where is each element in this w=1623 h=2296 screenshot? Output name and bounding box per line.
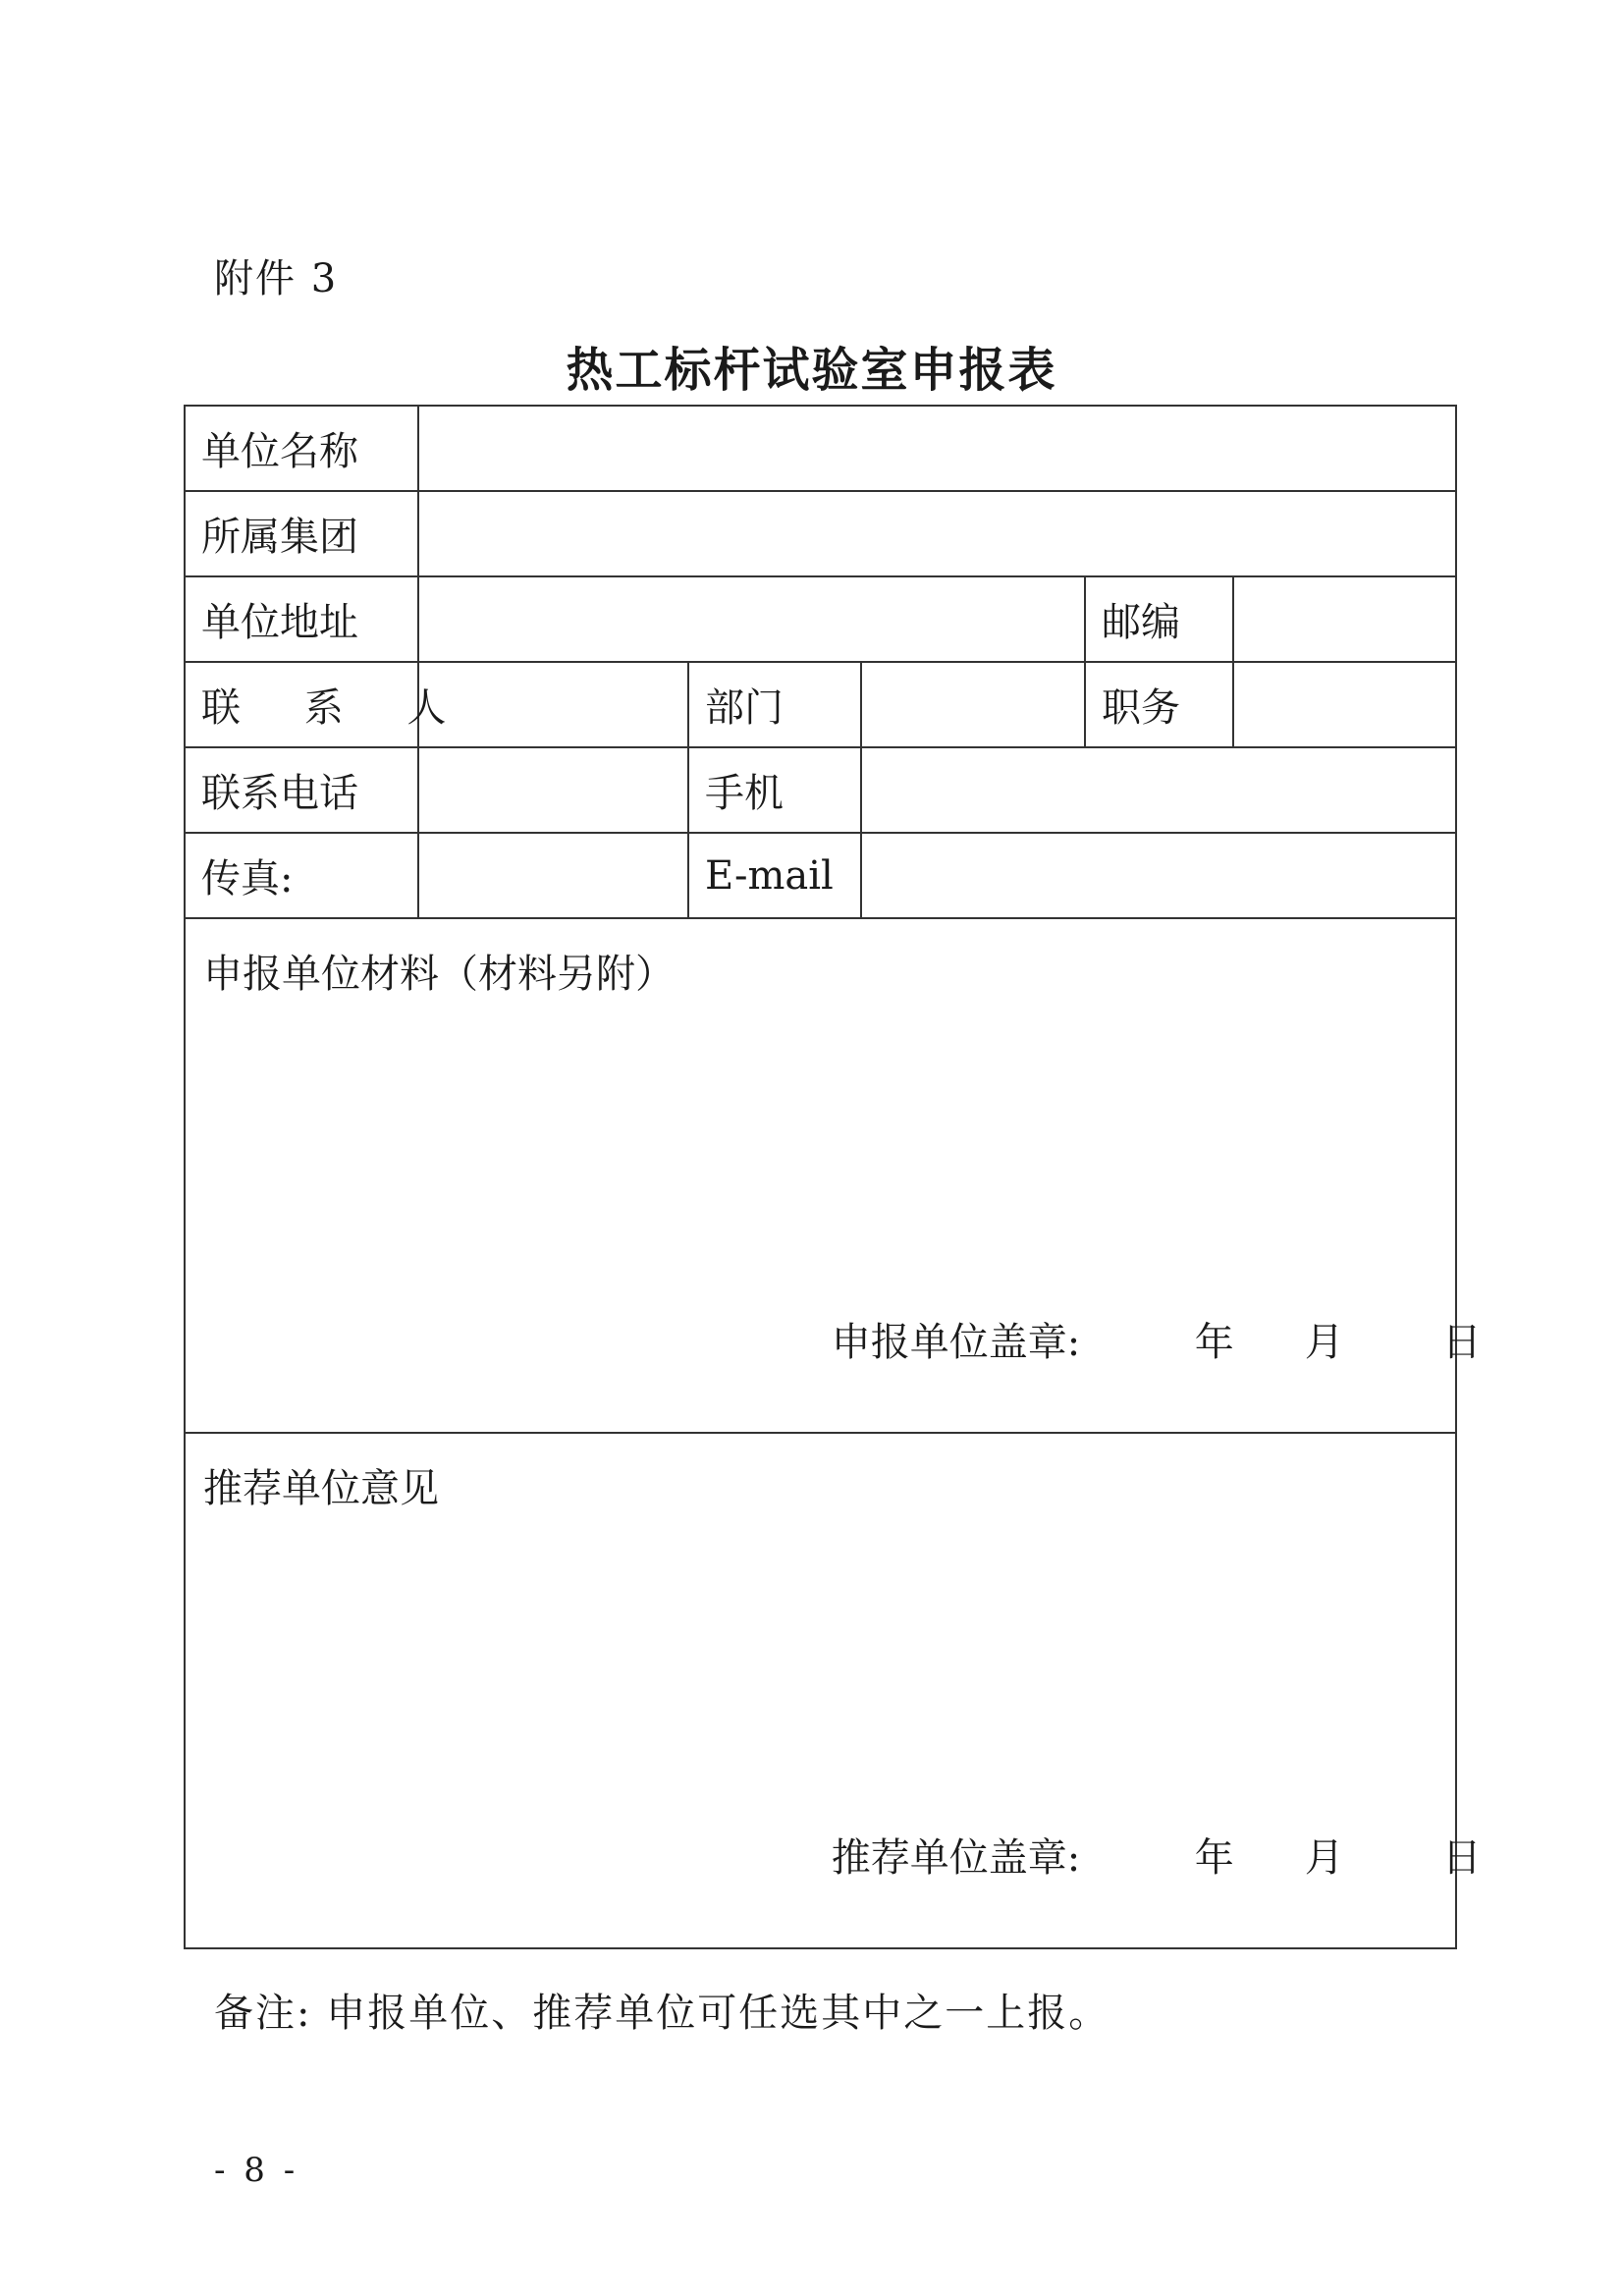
unit-name-field[interactable]	[418, 406, 1456, 491]
row-recommender-opinion	[185, 1433, 1456, 1948]
row-contact	[185, 662, 1456, 747]
row-applicant-materials	[185, 918, 1456, 1433]
applicant-month-label: 月	[1304, 1320, 1344, 1365]
applicant-year-label: 年	[1194, 1320, 1234, 1365]
address-label: 单位地址	[185, 576, 418, 662]
mobile-field[interactable]	[861, 747, 1456, 833]
recommender-seal-line	[731, 1781, 1482, 1928]
group-label: 所属集团	[185, 491, 418, 576]
recommender-month-label: 月	[1304, 1835, 1344, 1881]
recommender-opinion-label: 推荐单位意见	[203, 1466, 439, 1511]
applicant-materials-label: 申报单位材料（材料另附）	[203, 952, 675, 997]
row-fax	[185, 833, 1456, 918]
department-field[interactable]	[861, 662, 1085, 747]
applicant-seal-line	[731, 1266, 1482, 1412]
page-number: - 8 -	[214, 2151, 299, 2190]
document-title: 热工标杆试验室申报表	[566, 343, 1057, 398]
row-unit-name	[185, 406, 1456, 491]
recommender-seal-label: 推荐单位盖章:	[831, 1835, 1081, 1881]
unit-name-label: 单位名称	[185, 406, 418, 491]
fax-field[interactable]	[418, 833, 688, 918]
postcode-field[interactable]	[1233, 576, 1456, 662]
department-label: 部门	[688, 662, 861, 747]
applicant-materials-block[interactable]	[185, 918, 1482, 1433]
row-address	[185, 576, 1456, 662]
applicant-seal-label: 申报单位盖章:	[831, 1320, 1081, 1365]
contact-person-label: 联 系 人	[185, 662, 418, 747]
email-label: E-mail	[688, 833, 861, 918]
fax-label: 传真:	[185, 833, 418, 918]
group-field[interactable]	[418, 491, 1456, 576]
address-field[interactable]	[418, 576, 1085, 662]
postcode-label: 邮编	[1085, 576, 1233, 662]
recommender-year-label: 年	[1194, 1835, 1234, 1881]
applicant-day-label: 日	[1441, 1320, 1482, 1365]
footnote: 备注: 申报单位、推荐单位可任选其中之一上报。	[214, 1991, 1110, 2036]
phone-field[interactable]	[418, 747, 688, 833]
recommender-opinion-block[interactable]	[185, 1433, 1482, 1948]
recommender-day-label: 日	[1441, 1835, 1482, 1881]
position-field[interactable]	[1233, 662, 1456, 747]
mobile-label: 手机	[688, 747, 861, 833]
row-phone	[185, 747, 1456, 833]
attachment-label: 附件 3	[214, 256, 339, 301]
email-field[interactable]	[861, 833, 1456, 918]
application-form-table	[184, 405, 1482, 1949]
phone-label: 联系电话	[185, 747, 418, 833]
position-label: 职务	[1085, 662, 1233, 747]
row-group	[185, 491, 1456, 576]
